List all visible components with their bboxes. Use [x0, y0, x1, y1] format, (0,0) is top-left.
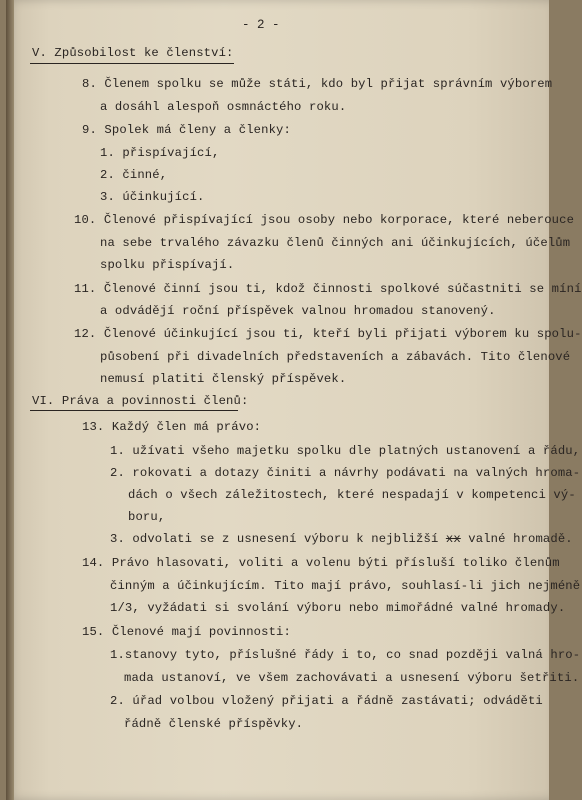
item-15-line-5: řádně členské příspěvky. — [124, 717, 304, 731]
section-v-heading: V. Způsobilost ke členství: — [32, 46, 234, 60]
item-13-line-6-end: valné hromadě. — [468, 532, 573, 546]
item-15-line-4: 2. úřad volbou vložený přijati a řádně zastávati; odváděti — [110, 694, 543, 708]
item-11-line-2: a odvádějí roční příspěvek valnou hromadou stanovený. — [100, 304, 496, 318]
section-vi-underline — [30, 410, 238, 411]
item-13-crossed-out: xx — [445, 532, 461, 546]
item-15-line-3: mada ustanoví, ve všem zachovávati a usnesení výboru šetřiti. — [124, 671, 580, 685]
item-14-line-1: 14. Právo hlasovati, voliti a volenu býti přísluší toliko členům — [82, 556, 560, 570]
item-9-line-3: 2. činné, — [100, 168, 168, 182]
item-8-line-1: 8. Členem spolku se může státi, kdo byl přijat správním výborem — [82, 77, 553, 91]
item-13-line-2: 1. užívati všeho majetku spolku dle platných ustanovení a řádu, — [110, 444, 581, 458]
item-9-line-1: 9. Spolek má členy a členky: — [82, 123, 291, 137]
item-10-line-1: 10. Členové přispívající jsou osoby nebo korporace, které neberouce — [74, 213, 575, 227]
item-10-line-2: na sebe trvalého závazku členů činných ani účinkujících, účelům — [100, 236, 571, 250]
page-number: - 2 - — [242, 18, 280, 32]
item-14-line-3: 1/3, vyžádati si svolání výboru nebo mimořádné valné hromady. — [110, 601, 566, 615]
item-13-line-6 — [110, 532, 573, 546]
binding-edge — [6, 0, 14, 800]
section-vi-heading: VI. Práva a povinnosti členů: — [32, 394, 249, 408]
item-8-line-2: a dosáhl alespoň osmnáctého roku. — [100, 100, 347, 114]
item-11-line-1: 11. Členové činní jsou ti, kdož činnosti spolkové súčastniti se míní — [74, 282, 582, 296]
item-10-line-3: spolku přispívají. — [100, 258, 235, 272]
item-14-line-2: činným a účinkujícím. Tito mají právo, souhlasí-li jich nejméně — [110, 579, 581, 593]
item-13-line-4: dách o všech záležitostech, které nespadají v kompetenci vý- — [128, 488, 576, 502]
section-v-underline — [30, 63, 234, 64]
item-12-line-1: 12. Členové účinkující jsou ti, kteří byli přijati výborem ku spolu- — [74, 327, 582, 341]
item-13-line-6-text: 3. odvolati se z usnesení výboru k nejbližší — [110, 532, 439, 546]
item-15-line-2: 1.stanovy tyto, příslušné řády i to, co snad později valná hro- — [110, 648, 581, 662]
item-12-line-2: působení při divadelních představeních a zábavách. Tito členové — [100, 350, 571, 364]
item-9-line-2: 1. přispívající, — [100, 146, 220, 160]
item-13-line-5: boru, — [128, 510, 166, 524]
item-9-line-4: 3. účinkující. — [100, 190, 205, 204]
item-13-line-3: 2. rokovati a dotazy činiti a návrhy podávati na valných hroma- — [110, 466, 581, 480]
item-15-line-1: 15. Členové mají povinnosti: — [82, 625, 291, 639]
document-page — [6, 0, 582, 800]
item-13-line-1: 13. Každý člen má právo: — [82, 420, 262, 434]
item-12-line-3: nemusí platiti členský příspěvek. — [100, 372, 347, 386]
